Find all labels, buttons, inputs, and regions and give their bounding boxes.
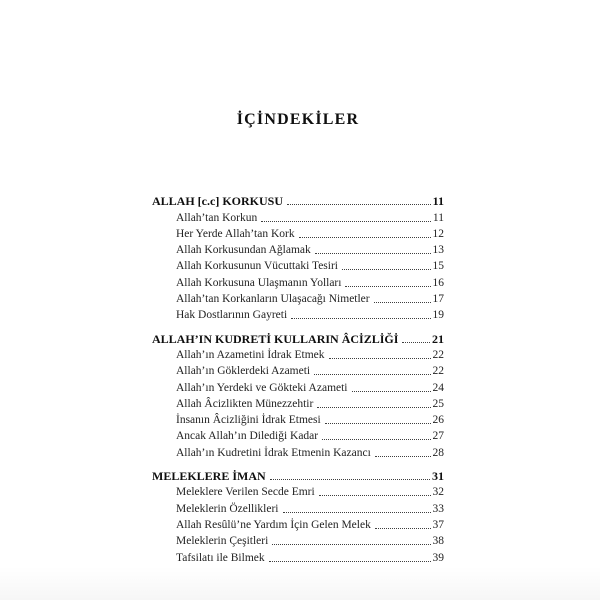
table-of-contents	[152, 192, 444, 565]
toc-entry	[152, 241, 444, 257]
toc-entry	[152, 208, 444, 224]
dot-leader-icon	[325, 423, 431, 424]
dot-leader-icon	[342, 269, 431, 270]
toc-section-header	[152, 467, 444, 483]
dot-leader-icon	[261, 221, 431, 222]
toc-entry-label: Hak Dostlarının Gayreti	[176, 309, 288, 322]
toc-entry-label: Allah’ın Göklerdeki Azameti	[176, 365, 311, 378]
page-number: 17	[432, 293, 444, 306]
page-number: 24	[432, 381, 444, 394]
dot-leader-icon	[352, 391, 431, 392]
toc-entry-label: Allah’ın Azametini İdrak Etmek	[176, 348, 325, 361]
toc-entry	[152, 516, 444, 532]
toc-entry-label: Meleklerin Çeşitleri	[176, 535, 269, 548]
page-number: 21	[432, 331, 444, 346]
page-number: 11	[432, 211, 444, 224]
toc-entry	[152, 273, 444, 289]
toc-entry-label: Tafsilatı ile Bilmek	[176, 551, 265, 564]
toc-entry	[152, 427, 444, 443]
toc-entry-label: Allah Resûlü’ne Yardım İçin Gelen Melek	[176, 518, 371, 531]
toc-section	[152, 192, 444, 322]
dot-leader-icon	[375, 528, 431, 529]
dot-leader-icon	[329, 358, 431, 359]
page-number: 16	[432, 276, 444, 289]
toc-entry-label: Allah Korkusunun Vücuttaki Tesiri	[176, 260, 338, 273]
toc-entry	[152, 225, 444, 241]
toc-entry	[152, 346, 444, 362]
toc-entry-label: Allah Korkusundan Ağlamak	[176, 244, 311, 257]
toc-section-title: ALLAH [c.c] KORKUSU	[152, 194, 283, 209]
toc-section-header	[152, 329, 444, 345]
toc-entry-label: Ancak Allah’ın Dilediği Kadar	[176, 430, 319, 443]
toc-entry	[152, 532, 444, 548]
page-number: 15	[432, 260, 444, 273]
dot-leader-icon	[345, 286, 430, 287]
toc-entry-label: Meleklere Verilen Secde Emri	[176, 486, 315, 499]
toc-section-title: MELEKLERE İMAN	[152, 469, 266, 484]
page-number: 13	[432, 244, 444, 257]
dot-leader-icon	[314, 374, 430, 375]
page-number: 33	[432, 502, 444, 515]
toc-entry-label: Allah Korkusuna Ulaşmanın Yolları	[176, 276, 342, 289]
dot-leader-icon	[319, 495, 431, 496]
toc-entry	[152, 483, 444, 499]
page-number: 37	[432, 518, 444, 531]
toc-entry-label: Allah’tan Korkun	[176, 211, 258, 224]
page-number: 27	[432, 430, 444, 443]
page-number: 22	[432, 348, 444, 361]
dot-leader-icon	[315, 253, 431, 254]
toc-entry	[152, 306, 444, 322]
toc-entry-label: Meleklerin Özellikleri	[176, 502, 279, 515]
toc-section-title: ALLAH’IN KUDRETİ KULLARIN ÂCİZLİĞİ	[152, 331, 399, 346]
toc-entry	[152, 290, 444, 306]
dot-leader-icon	[317, 407, 430, 408]
dot-leader-icon	[299, 237, 431, 238]
toc-entry-label: Allah’tan Korkanların Ulaşacağı Nimetler	[176, 293, 370, 306]
toc-section	[152, 467, 444, 565]
toc-entry-label: Allah’ın Yerdeki ve Gökteki Azameti	[176, 381, 348, 394]
toc-entry	[152, 395, 444, 411]
page-number: 19	[432, 309, 444, 322]
page-number: 11	[432, 194, 444, 209]
toc-entry-label: Allah’ın Kudretini İdrak Etmenin Kazancı	[176, 446, 371, 459]
toc-entry	[152, 257, 444, 273]
dot-leader-icon	[272, 544, 430, 545]
page-number: 38	[432, 535, 444, 548]
toc-entry-label: Allah Âcizlikten Münezzehtir	[176, 397, 314, 410]
dot-leader-icon	[375, 456, 431, 457]
toc-entry	[152, 499, 444, 515]
page-number: 39	[432, 551, 444, 564]
page-number: 32	[432, 486, 444, 499]
toc-entry	[152, 411, 444, 427]
dot-leader-icon	[270, 479, 430, 480]
page-number: 25	[432, 397, 444, 410]
toc-entry	[152, 362, 444, 378]
page-number: 31	[432, 469, 444, 484]
toc-section-header	[152, 192, 444, 208]
scan-shadow	[0, 566, 600, 600]
toc-entry	[152, 378, 444, 394]
dot-leader-icon	[322, 439, 430, 440]
toc-entry	[152, 443, 444, 459]
page-number: 22	[432, 365, 444, 378]
dot-leader-icon	[374, 302, 431, 303]
dot-leader-icon	[402, 342, 430, 343]
dot-leader-icon	[291, 318, 430, 319]
toc-entry	[152, 548, 444, 564]
toc-entry-label: İnsanın Âcizliğini İdrak Etmesi	[176, 414, 321, 427]
dot-leader-icon	[283, 512, 431, 513]
page-number: 12	[432, 227, 444, 240]
dot-leader-icon	[287, 204, 431, 205]
dot-leader-icon	[269, 561, 431, 562]
toc-entry-label: Her Yerde Allah’tan Kork	[176, 227, 295, 240]
toc-section	[152, 329, 444, 459]
page-number: 28	[432, 446, 444, 459]
page-number: 26	[432, 414, 444, 427]
page-title: İÇİNDEKİLER	[236, 111, 360, 128]
